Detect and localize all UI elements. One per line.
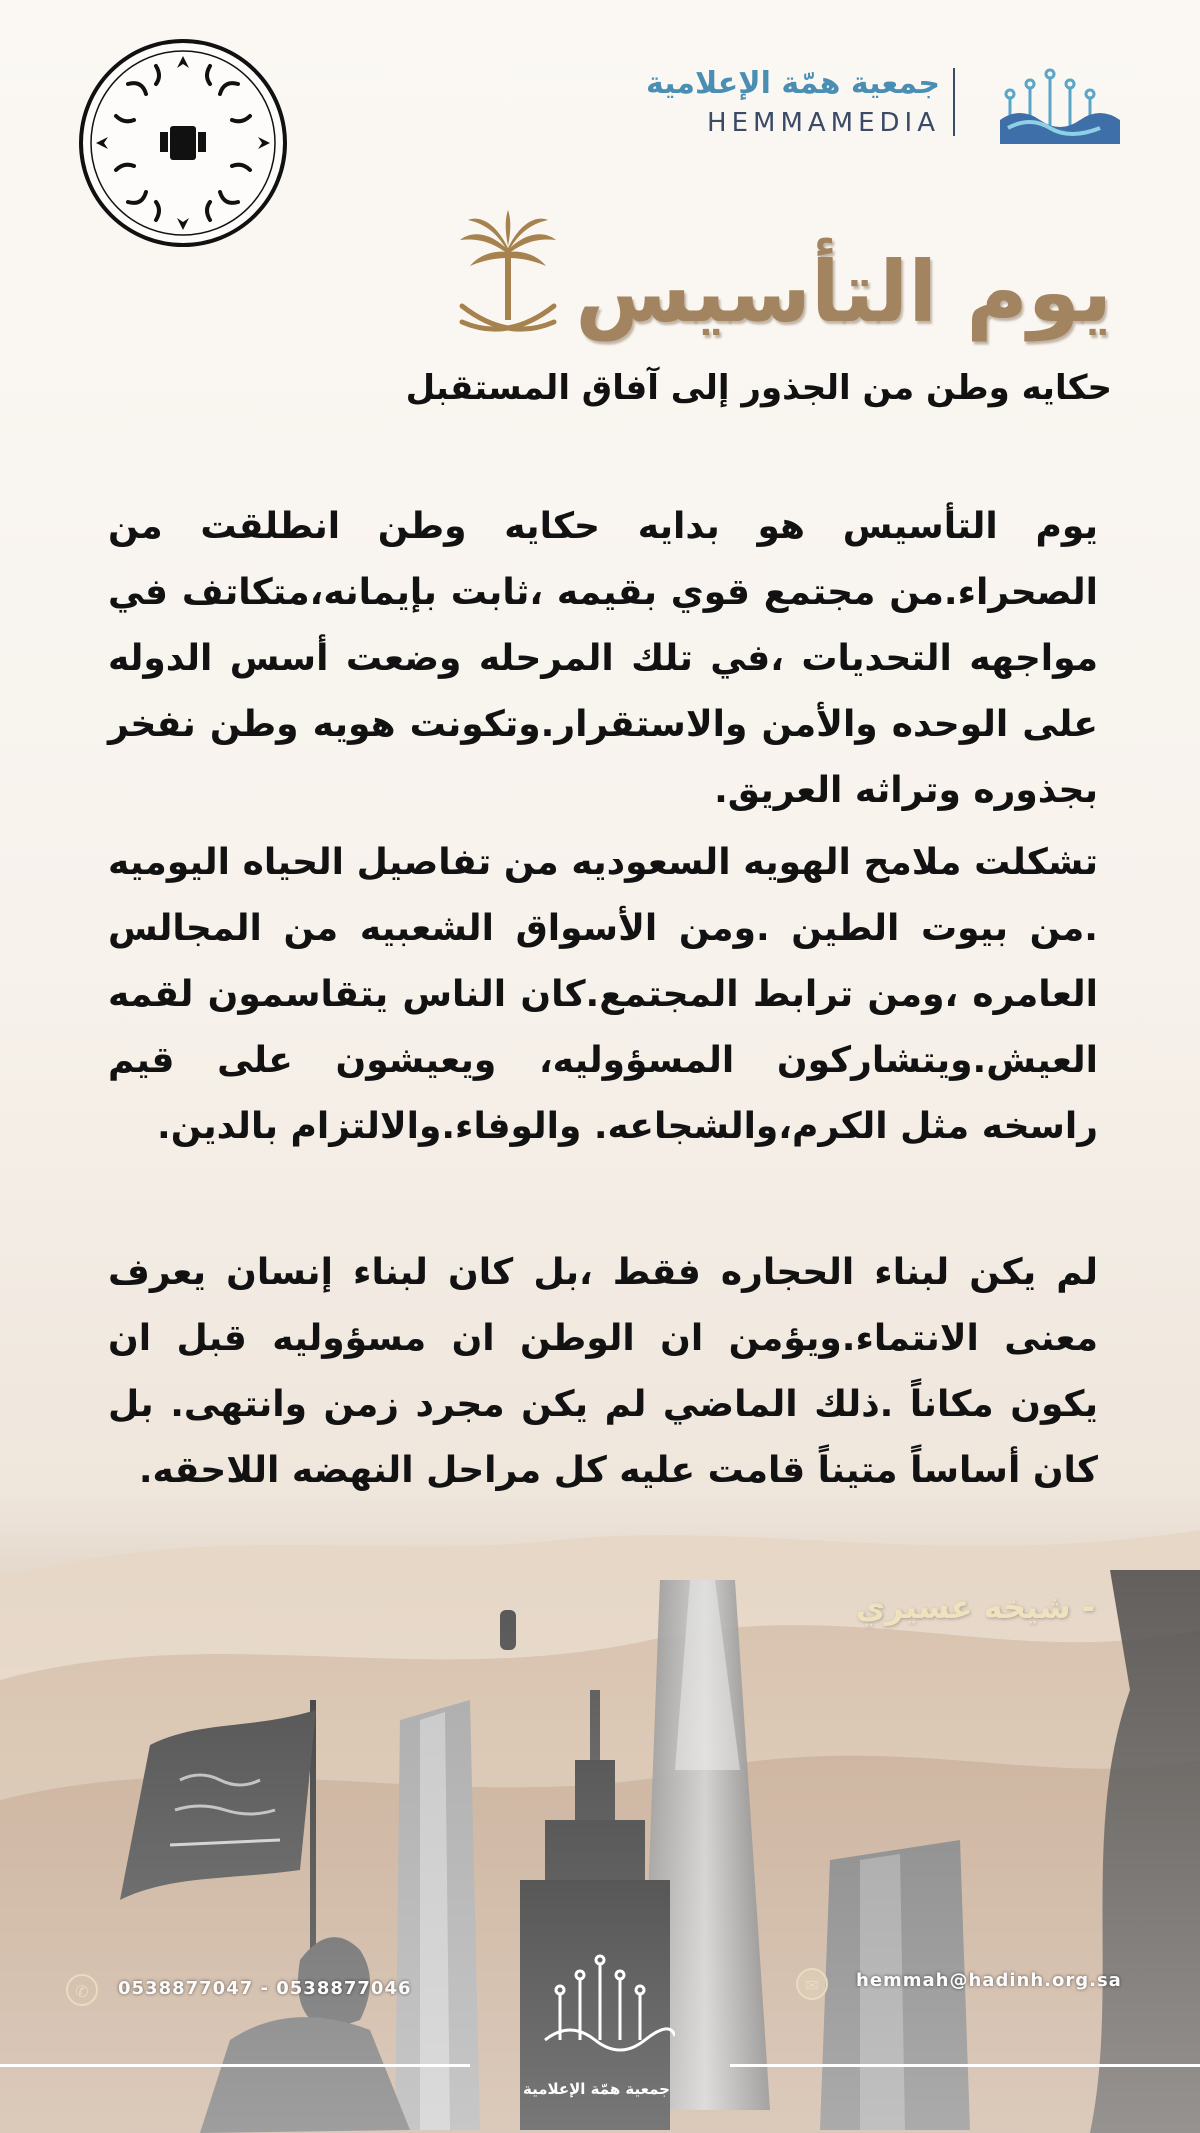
phone-numbers[interactable]: 0538877047 - 0538877046 (118, 1978, 412, 1999)
brand-latin-name: HEMMAMEDIA (707, 108, 940, 138)
email-address[interactable]: hemmah@hadinh.org.sa (856, 1970, 1122, 1991)
paragraph-founding-story: يوم التأسيس هو بدايه حكايه وطن انطلقت من الصحراء.من مجتمع قوي بقيمه ،ثابت بإيمانه،متكاتف في مواجهه التحديات ،في تلك المرحله وضعت أسس الدوله على الوحده والأمن والاستقرار.وتكونت هويه وطن نفخر بجذوره وتراثه العريق. (108, 506, 1098, 811)
hemma-footer-logo-icon (525, 1940, 675, 2070)
mail-icon[interactable]: ✉ (796, 1968, 828, 2000)
footer-logo-label: جمعية همّة الإعلامية (522, 2080, 670, 2098)
whatsapp-icon[interactable]: ✆ (66, 1974, 98, 2006)
page-subtitle: حكايه وطن من الجذور إلى آفاق المستقبل (405, 368, 1112, 408)
paragraph-building-people: لم يكن لبناء الحجاره فقط ،بل كان لبناء إنسان يعرف معنى الانتماء.ويؤمن ان الوطن ان مسؤوليه قبل ان يكون مكاناً .ذلك الماضي لم يكن مجرد زمن وانتهى. بل كان أساساً متيناً قامت عليه كل مراحل النهضه اللاحقه. (108, 1252, 1098, 1491)
paragraph-national-identity: تشكلت ملامح الهويه السعوديه من تفاصيل الحياه اليوميه .من بيوت الطين .ومن الأسواق الشعبيه من المجالس العامره ،ومن ترابط المجتمع.كان الناس يتقاسمون لقمه العيش.ويتشاركون المسؤوليه، ويعيشون على قيم راسخه مثل الكرم،والشجاعه. والوفاء.والالتزام بالدين. (108, 842, 1098, 1147)
footer-divider-right (730, 2064, 1200, 2067)
hemma-logo-icon (970, 58, 1130, 148)
author-name: - شيخه عسيري (855, 1588, 1095, 1626)
brand-divider (953, 68, 955, 136)
hemma-media-brand[interactable] (645, 58, 1130, 148)
brand-arabic-name: جمعية همّة الإعلامية (645, 66, 940, 101)
palm-swords-emblem-icon (448, 210, 568, 348)
page-title: يوم التأسيس (575, 243, 1112, 341)
footer-divider-left (0, 2064, 470, 2067)
royal-seal-icon (76, 36, 290, 250)
